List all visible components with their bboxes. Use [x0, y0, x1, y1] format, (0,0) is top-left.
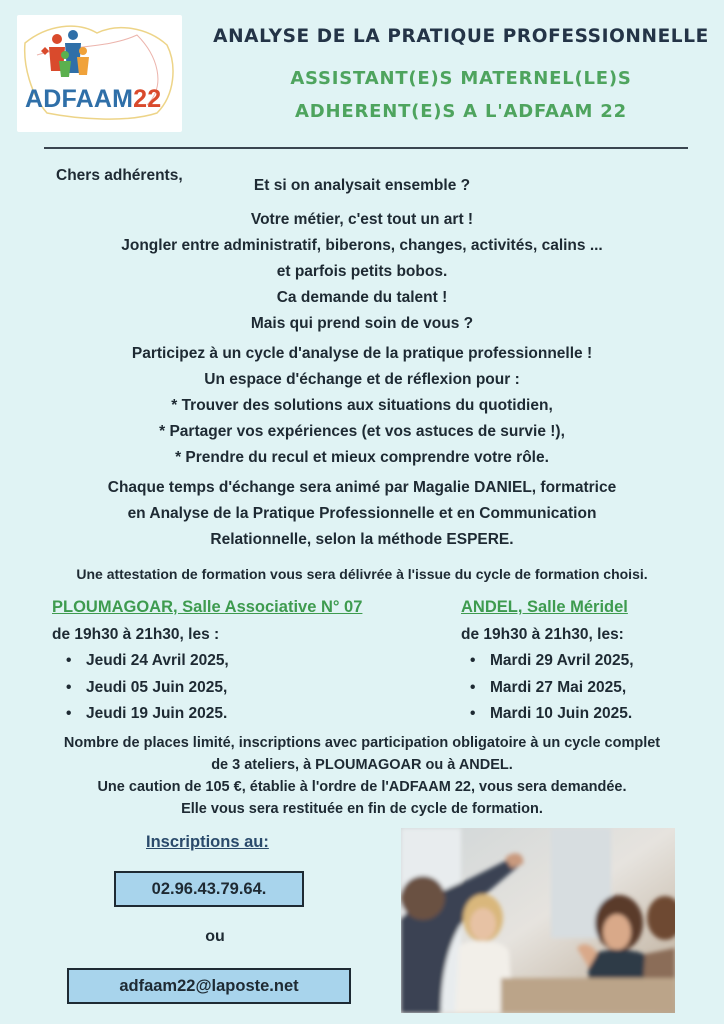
conditions-line: Nombre de places limité, inscriptions avec participation obligatoire à un cycle complet	[63, 735, 661, 751]
cycle-bullet: * Trouver des solutions aux situations du quotidien,	[171, 397, 553, 414]
date-item: • Mardi 29 Avril 2025,	[470, 652, 634, 679]
conditions-line: Une caution de 105 €, établie à l'ordre de l'ADFAAM 22, vous sera demandée.	[97, 779, 627, 795]
location-andel[interactable]: ANDEL, Salle Méridel	[461, 598, 628, 616]
phone-number-box[interactable]: 02.96.43.79.64.	[114, 871, 304, 907]
email-address-box[interactable]: adfaam22@laposte.net	[67, 968, 351, 1004]
ploumagoar-date-list	[66, 652, 229, 732]
page-title: ANALYSE DE LA PRATIQUE PROFESSIONNELLE	[213, 26, 709, 47]
logo-text	[25, 85, 161, 114]
animator-line: Relationnelle, selon la méthode ESPERE.	[210, 531, 514, 548]
logo-text-a: ADFAAM	[25, 85, 134, 113]
intro-line: et parfois petits bobos.	[276, 263, 448, 280]
logo-text-number: 22	[133, 85, 162, 113]
intro-line: Mais qui prend soin de vous ?	[250, 315, 474, 332]
intro-line: Ca demande du talent !	[276, 289, 448, 306]
date-item: • Jeudi 24 Avril 2025,	[66, 652, 229, 679]
logo-graphic	[17, 15, 182, 132]
animator-line: Chaque temps d'échange sera animé par Magalie DANIEL, formatrice	[107, 479, 617, 496]
cycle-bullet: * Prendre du recul et mieux comprendre votre rôle.	[175, 449, 549, 466]
location-ploumagoar-time: de 19h30 à 21h30, les :	[52, 626, 220, 643]
location-ploumagoar[interactable]: PLOUMAGOAR, Salle Associative N° 07	[52, 598, 363, 616]
date-item: • Mardi 10 Juin 2025.	[470, 705, 634, 732]
cycle-bullet: * Partager vos expériences (et vos astuces de survie !),	[159, 423, 565, 440]
attestation-note: Une attestation de formation vous sera délivrée à l'issue du cycle de formation choisi.	[76, 566, 648, 582]
animator-line: en Analyse de la Pratique Professionnelle et en Communication	[127, 505, 597, 522]
meeting-photo	[401, 828, 675, 1013]
or-label: ou	[205, 928, 225, 945]
cycle-line: Un espace d'échange et de réflexion pour :	[204, 371, 520, 388]
conditions-line: de 3 ateliers, à PLOUMAGOAR ou à ANDEL.	[211, 757, 513, 773]
intro-line: Jongler entre administratif, biberons, changes, activités, calins ...	[121, 237, 603, 254]
andel-date-list	[470, 652, 634, 732]
greeting: Chers adhérents,	[56, 167, 183, 184]
subtitle-assistants: ASSISTANT(E)S MATERNEL(LE)S	[290, 68, 632, 89]
intro-question: Et si on analysait ensemble ?	[253, 177, 471, 194]
logo-figure-head-1	[52, 34, 62, 44]
conditions-line: Elle vous sera restituée en fin de cycle de formation.	[181, 801, 543, 817]
location-andel-time: de 19h30 à 21h30, les:	[461, 626, 624, 643]
date-item: • Jeudi 05 Juin 2025,	[66, 679, 229, 706]
cycle-line: Participez à un cycle d'analyse de la pratique professionnelle !	[131, 345, 593, 362]
date-item: • Mardi 27 Mai 2025,	[470, 679, 634, 706]
inscriptions-label: Inscriptions au:	[146, 833, 269, 851]
subtitle-adherents: ADHERENT(E)S A L'ADFAAM 22	[295, 101, 627, 122]
adfaam-logo	[17, 15, 182, 132]
intro-line: Votre métier, c'est tout un art !	[250, 211, 474, 228]
date-item: • Jeudi 19 Juin 2025.	[66, 705, 229, 732]
header-divider	[44, 147, 688, 149]
